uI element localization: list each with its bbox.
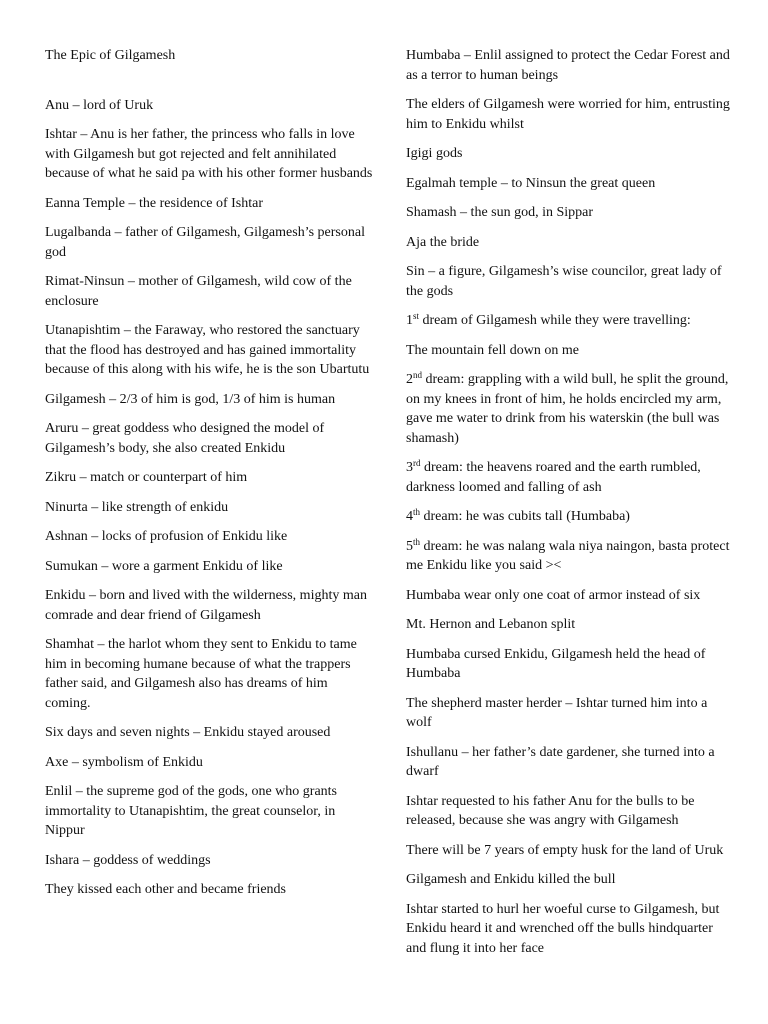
entry: The elders of Gilgamesh were worried for him, entrusting him to Enkidu whilst (406, 97, 730, 132)
entry: They kissed each other and became friends (45, 882, 287, 897)
entry: Gilgamesh and Enkidu killed the bull (406, 872, 616, 887)
ordinal-suffix: th (413, 536, 421, 547)
dream-number: 3 (406, 460, 413, 475)
entry: Anu – lord of Uruk (45, 97, 154, 113)
ordinal-suffix: rd (413, 458, 421, 468)
entry: Enkidu – born and lived with the wilderness, mighty man comrade and dear friend of Gilgamesh (45, 588, 367, 623)
entry: Six days and seven nights – Enkidu stayed aroused (45, 725, 331, 740)
left-entries (45, 96, 375, 900)
entry: Eanna Temple – the residence of Ishtar (45, 195, 264, 211)
dream-text: dream: the heavens roared and the earth rumbled, darkness loomed and falling of ash (406, 460, 701, 495)
entry: Shamash – the sun god, in Sippar (406, 205, 594, 220)
entry: Ishullanu – her father’s date gardener, she turned into a dwarf (406, 744, 715, 779)
entry: Ishtar started to hurl her woeful curse to Gilgamesh, but Enkidu heard it and wrenched off the bulls hindquarter and flung it into her face (406, 901, 720, 956)
right-column (406, 46, 736, 968)
dream-entry (406, 370, 736, 448)
entry: Aruru – great goddess who designed the model of Gilgamesh’s body, she also created Enkidu (45, 421, 325, 456)
ordinal-suffix: st (413, 311, 420, 321)
entry: Igigi gods (406, 146, 463, 161)
right-entries-top (406, 46, 736, 301)
ordinal-suffix: nd (413, 370, 422, 380)
entry: Aja the bride (406, 234, 480, 250)
dream-text: dream: he was nalang wala niya naingon, basta protect me Enkidu like you said >< (406, 538, 730, 573)
entry: Gilgamesh – 2/3 of him is god, 1/3 of him is human (45, 391, 336, 407)
ordinal-suffix: th (413, 507, 421, 517)
entry: Humbaba – Enlil assigned to protect the Cedar Forest and as a terror to human beings (406, 48, 730, 83)
dream-entries (406, 311, 736, 576)
dream-number: 1 (406, 313, 413, 328)
entry: Ashnan – locks of profusion of Enkidu like (45, 529, 288, 544)
entry: Zikru – match or counterpart of him (45, 470, 248, 485)
right-entries-bottom (406, 586, 736, 959)
dream-entry (406, 311, 736, 331)
entry: Enlil – the supreme god of the gods, one who grants immortality to Utanapishtim, the great counselor, in Nippur (45, 784, 338, 838)
dream-entry (406, 537, 736, 576)
dream-number: 4 (406, 509, 413, 524)
entry: Sin – a figure, Gilgamesh’s wise councilor, great lady of the gods (406, 264, 722, 299)
dream-entry (406, 458, 736, 497)
entry: Rimat-Ninsun – mother of Gilgamesh, wild cow of the enclosure (45, 274, 352, 309)
entry: Sumukan – wore a garment Enkidu of like (45, 558, 283, 574)
entry: Ishtar requested to his father Anu for the bulls to be released, because she was angry with Gilgamesh (406, 793, 695, 828)
entry: Egalmah temple – to Ninsun the great queen (406, 175, 656, 191)
dream-number: 2 (406, 372, 413, 387)
entry: Humbaba wear only one coat of armor instead of six (406, 587, 701, 603)
dream-entry (406, 507, 736, 527)
dream-text: dream of Gilgamesh while they were travelling: (419, 313, 691, 328)
entry: Humbaba cursed Enkidu, Gilgamesh held the head of Humbaba (406, 646, 706, 681)
entry: Ninurta – like strength of enkidu (45, 499, 229, 515)
left-column (45, 46, 375, 910)
entry: Ishtar – Anu is her father, the princess who falls in love with Gilgamesh but got rejected and felt annihilated because of what he said pa with his other former husbands (45, 127, 373, 181)
entry: The shepherd master herder – Ishtar turned him into a wolf (406, 695, 708, 730)
entry: Utanapishtim – the Faraway, who restored the sanctuary that the flood has destroyed and has gained immortality because of this along with his wife, he is the son Ubartutu (45, 323, 370, 377)
dream-text: dream: he was cubits tall (Humbaba) (420, 509, 630, 524)
dream-text: dream: grappling with a wild bull, he split the ground, on my knees in front of him, he holds encircled my arm, gave me water to drink from his waterskin (the bull was shamash) (406, 372, 729, 446)
entry: Axe – symbolism of Enkidu (45, 754, 203, 770)
document-title: The Epic of Gilgamesh (45, 48, 176, 63)
entry: Shamhat – the harlot whom they sent to Enkidu to tame him in becoming humane because of what the trappers father said, and Gilgamesh also has dreams of him coming. (45, 637, 357, 711)
entry: There will be 7 years of empty husk for the land of Uruk (406, 842, 724, 858)
entry: Ishara – goddess of weddings (45, 852, 211, 868)
entry: The mountain fell down on me (406, 342, 580, 358)
entry: Mt. Hernon and Lebanon split (406, 617, 576, 632)
dream-number: 5 (406, 538, 413, 554)
entry: Lugalbanda – father of Gilgamesh, Gilgamesh’s personal god (45, 225, 365, 260)
